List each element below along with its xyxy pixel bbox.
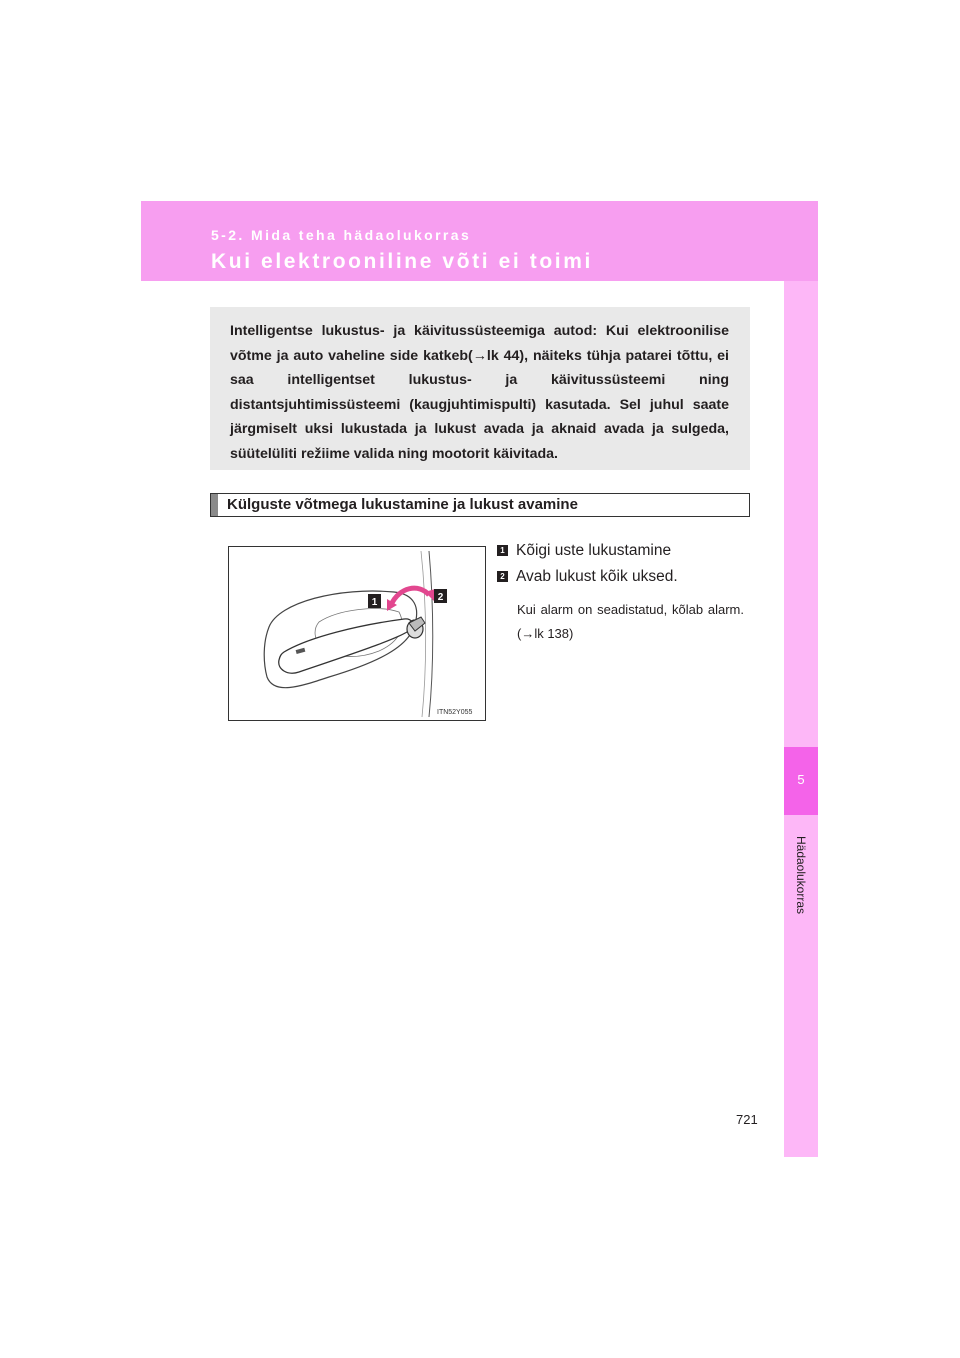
- subsection-heading: [210, 493, 750, 517]
- chapter-name-vertical: [785, 825, 817, 925]
- page-number: 721: [736, 1112, 758, 1127]
- chapter-name-label: Hädaolukorras: [794, 835, 809, 915]
- callout-2-label: 2: [437, 592, 444, 603]
- step-2: [497, 568, 678, 586]
- step-1-text: Kõigi uste lukustamine: [516, 542, 672, 559]
- section-label: 5-2. Mida teha hädaolukorras: [211, 227, 472, 243]
- page-title: Kui elektrooniline võti ei toimi: [211, 250, 593, 273]
- step-2-text: Avab lukust kõik uksed.: [516, 568, 678, 585]
- callout-1-label: 1: [371, 597, 378, 608]
- step-1-badge: 1: [497, 545, 508, 556]
- step-2-badge: 2: [497, 571, 508, 582]
- door-edge-line: [429, 551, 433, 717]
- chapter-side-tab: [784, 281, 818, 1157]
- subsection-marker: [211, 494, 218, 516]
- alarm-note: Kui alarm on seadistatud, kõlab alarm. (→lk 138): [517, 602, 744, 641]
- door-handle-bar: [279, 619, 413, 673]
- chapter-number: 5: [797, 772, 805, 787]
- intro-text: Intelligentse lukustus- ja käivitussüsteemiga autod: Kui elektroonilise võtme ja auto vaheline side katkeb(→lk 44), näiteks tühja patarei tõttu, ei saa intelligentset lukustus- ja käivitussüsteemi ning distantsjuhtimissüsteemi (kaugjuhtimispulti) kasutada. Sel juhul saate järgmiselt uksi lukustada ja lukust avada ja aknaid avada ja sulgeda, süütelüliti režiime valida ning mootorit käivitada.: [230, 323, 729, 462]
- door-handle-figure: [228, 546, 486, 721]
- door-handle-illustration: [229, 547, 485, 720]
- rotate-arrow-icon: [391, 588, 429, 605]
- figure-code: ITN52Y055: [437, 709, 473, 716]
- subsection-title: Külguste võtmega lukustamine ja lukust avamine: [227, 496, 578, 513]
- step-1: [497, 542, 671, 560]
